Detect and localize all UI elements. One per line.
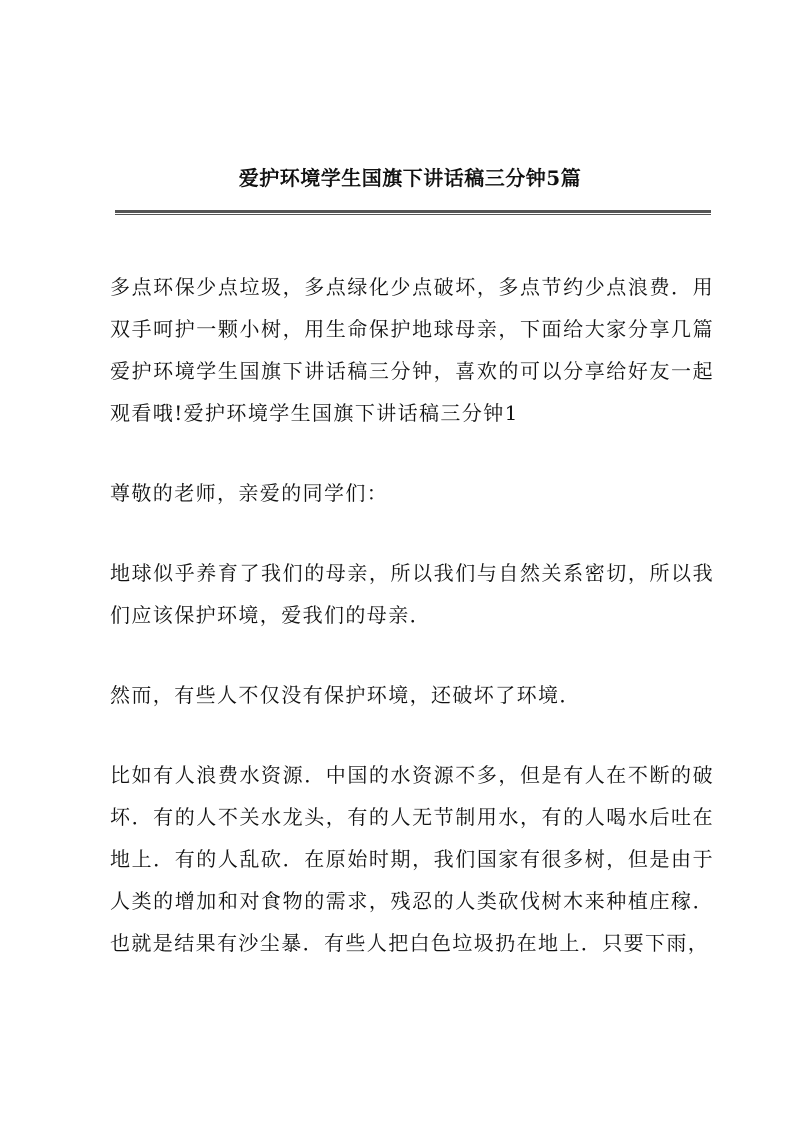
paragraph-however: 然而，有些人不仅没有保护环境，还破坏了环境． (110, 683, 581, 707)
document-title: 爱护环境学生国旗下讲话稿三分钟5篇 (238, 166, 582, 190)
paragraph-earth: 地球似乎养育了我们的母亲，所以我们与自然关系密切，所以我们应该保护环境，爱我们的母亲． (110, 561, 714, 627)
title-divider (115, 210, 711, 215)
document-body (110, 266, 714, 1002)
paragraph-examples: 比如有人浪费水资源．中国的水资源不多，但是有人在不断的破坏．有的人不关水龙头，有的人无节制用水，有的人喝水后吐在地上．有的人乱砍．在原始时期，我们国家有很多树，但是由于人类的增加和对食物的需求，残忍的人类砍伐树木来种植庄稼．也就是结果有沙尘暴．有些人把白色垃圾扔在地上．只要下雨， (110, 763, 714, 955)
paragraph-greeting: 尊敬的老师，亲爱的同学们： (110, 481, 389, 505)
paragraph-intro: 多点环保少点垃圾，多点绿化少点破坏，多点节约少点浪费．用双手呵护一颗小树，用生命保护地球母亲，下面给大家分享几篇爱护环境学生国旗下讲话稿三分钟，喜欢的可以分享给好友一起观看哦!爱护环境学生国旗下讲话稿三分钟1 (110, 275, 714, 425)
